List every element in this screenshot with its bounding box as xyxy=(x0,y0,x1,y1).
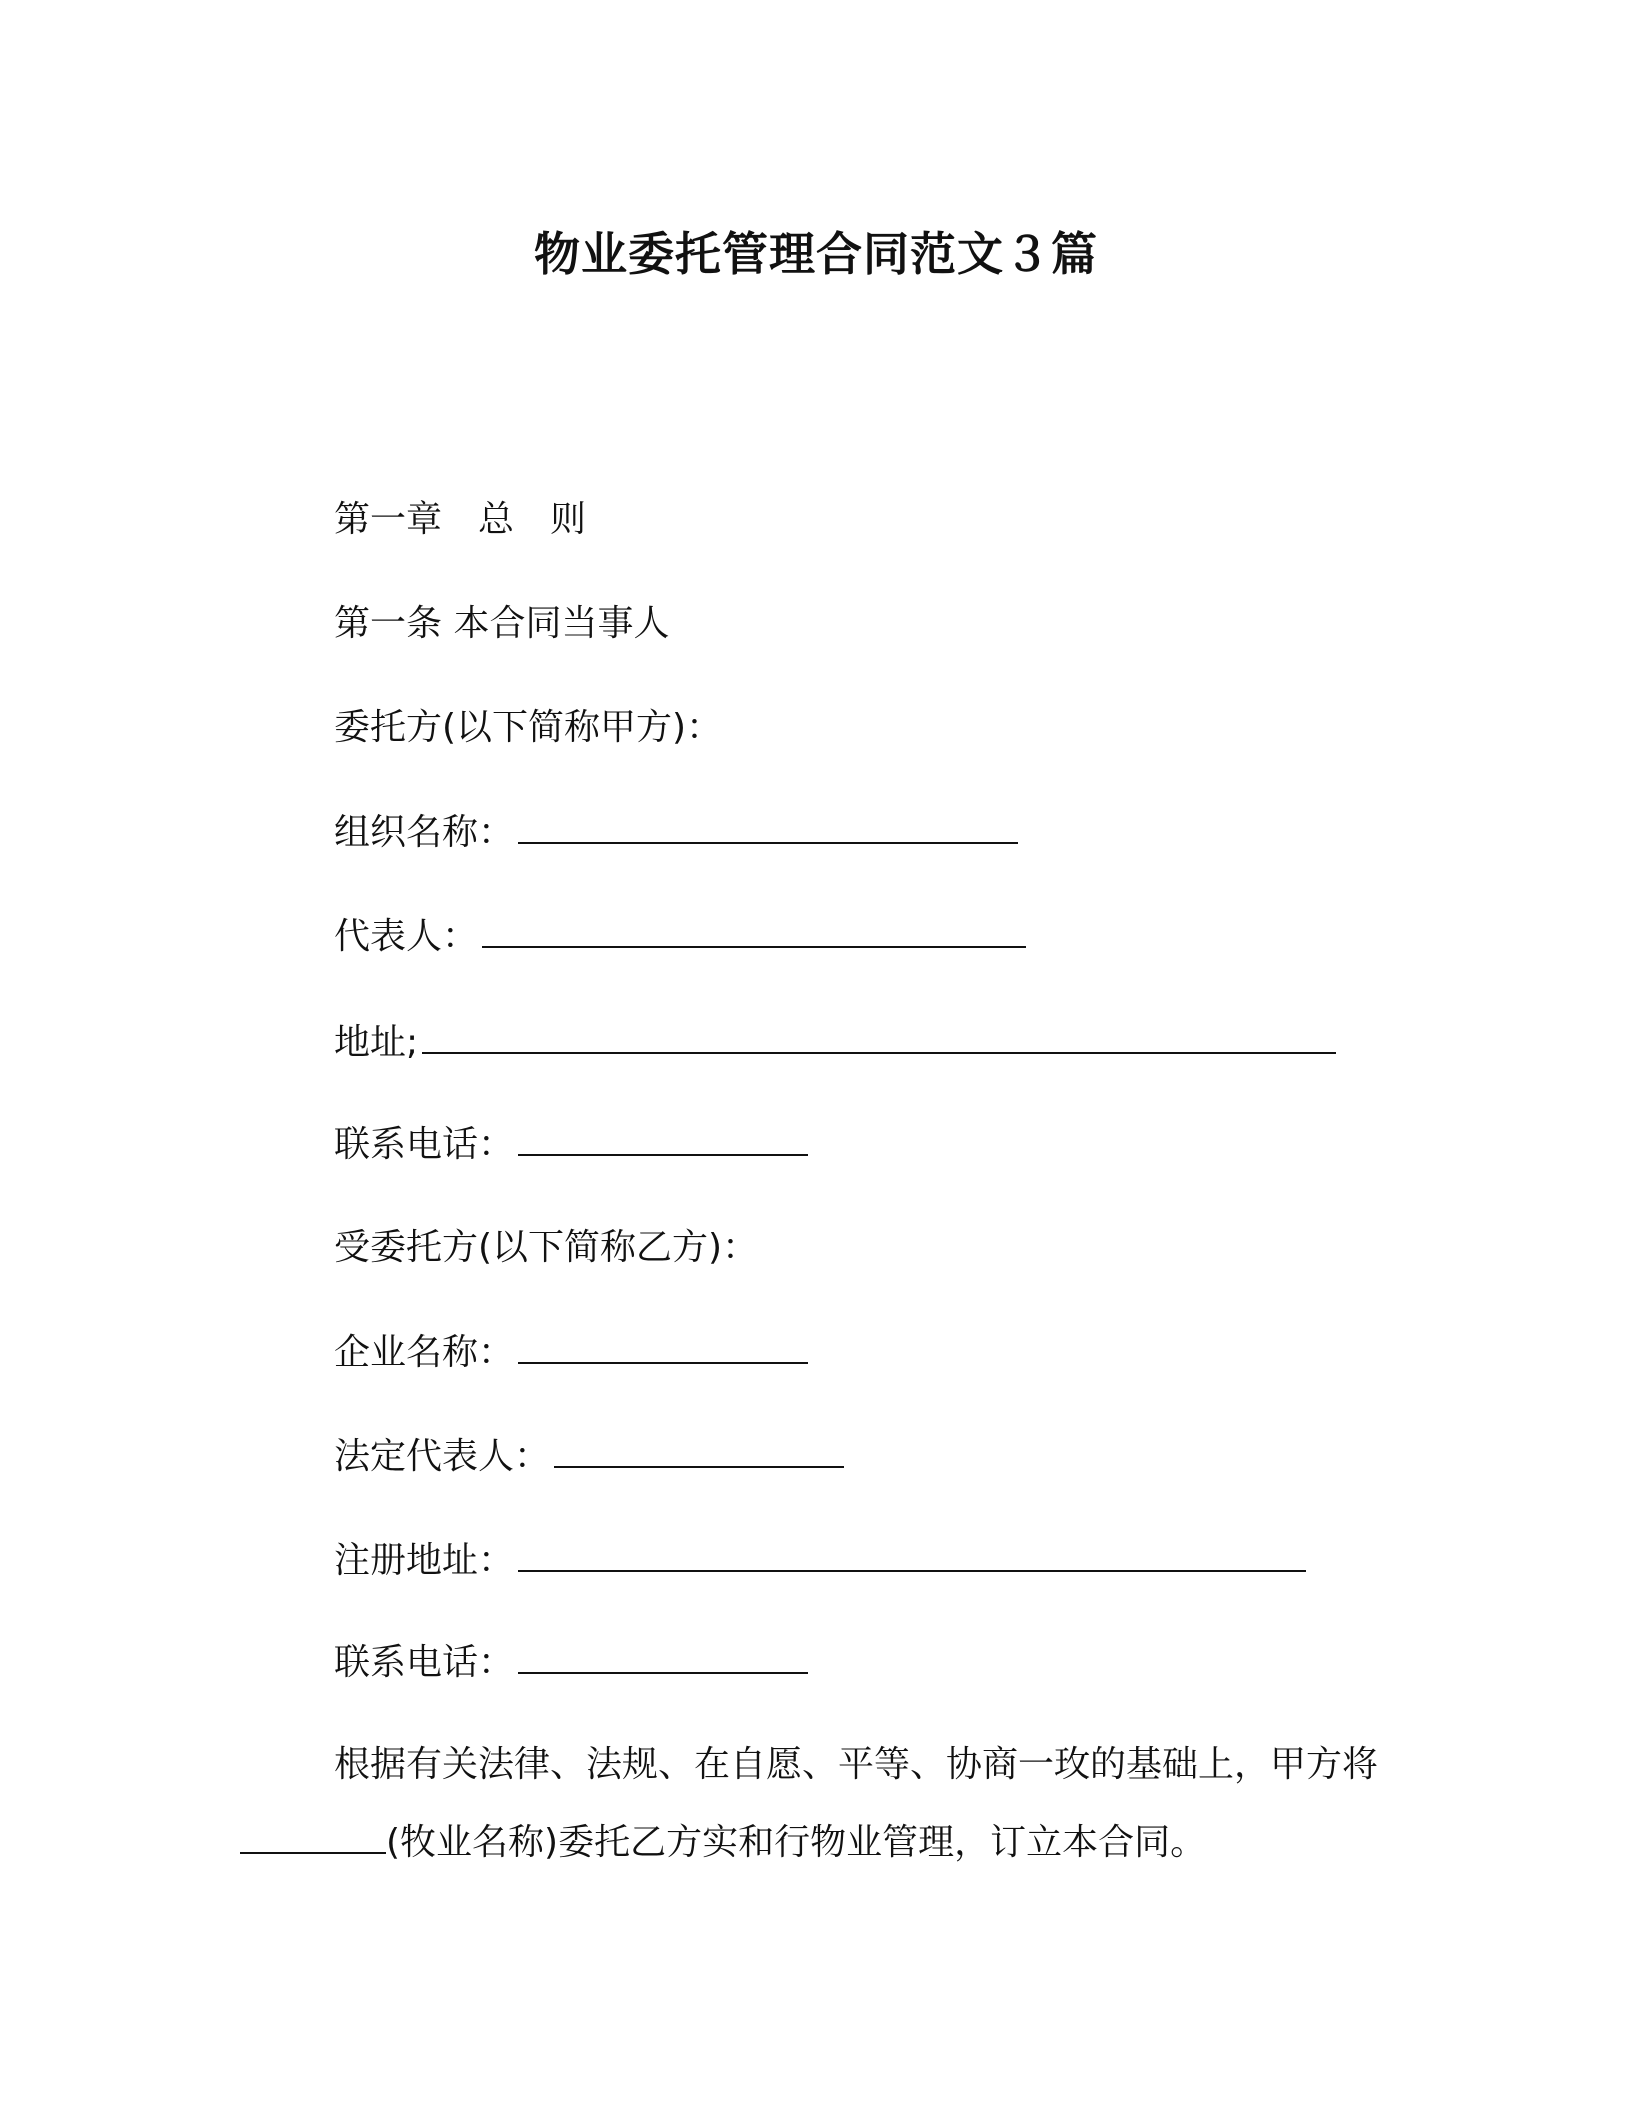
closing-paragraph-part1: 根据有关法律、法规、在自愿、平等、协商一玫的基础上，甲方将 xyxy=(334,1744,1379,1785)
party-a-address-label: 地址; xyxy=(334,1022,419,1063)
party-a-phone-blank[interactable] xyxy=(518,1118,808,1156)
party-a-representative-blank[interactable] xyxy=(482,910,1026,948)
party-a-org-name-row xyxy=(334,806,1018,859)
chapter-heading: 第一章 总 则 xyxy=(334,499,587,540)
party-a-phone-label: 联系电话： xyxy=(334,1124,515,1165)
closing-paragraph xyxy=(240,1726,1390,1882)
party-a-heading: 委托方(以下简称甲方)： xyxy=(334,707,723,748)
party-a-address-blank[interactable] xyxy=(422,1016,1336,1054)
closing-paragraph-part2: (牧业名称)委托乙方实和行物业管理，订立本合同。 xyxy=(386,1822,1207,1863)
article-heading: 第一条 本合同当事人 xyxy=(334,603,670,644)
party-b-company-name-blank[interactable] xyxy=(518,1326,808,1364)
party-a-address-row xyxy=(334,1016,1336,1069)
party-b-reg-address-row xyxy=(334,1534,1306,1587)
party-b-legal-rep-label: 法定代表人： xyxy=(334,1436,551,1477)
party-b-legal-rep-blank[interactable] xyxy=(554,1430,844,1468)
party-a-org-name-blank[interactable] xyxy=(518,806,1018,844)
party-a-representative-label: 代表人： xyxy=(334,916,479,957)
party-b-reg-address-label: 注册地址： xyxy=(334,1540,515,1581)
party-b-phone-blank[interactable] xyxy=(518,1636,808,1674)
party-a-org-name-label: 组织名称： xyxy=(334,812,515,853)
party-a-representative-row xyxy=(334,910,1026,963)
party-b-company-name-label: 企业名称： xyxy=(334,1332,515,1373)
party-b-reg-address-blank[interactable] xyxy=(518,1534,1306,1572)
party-b-company-name-row xyxy=(334,1326,808,1379)
property-name-blank[interactable] xyxy=(240,1816,386,1854)
party-b-heading: 受委托方(以下简称乙方)： xyxy=(334,1227,759,1268)
party-b-phone-row xyxy=(334,1636,808,1689)
party-b-legal-rep-row xyxy=(334,1430,844,1483)
document-title: 物业委托管理合同范文３篇 xyxy=(534,227,1098,281)
party-b-phone-label: 联系电话： xyxy=(334,1642,515,1683)
party-a-phone-row xyxy=(334,1118,808,1171)
